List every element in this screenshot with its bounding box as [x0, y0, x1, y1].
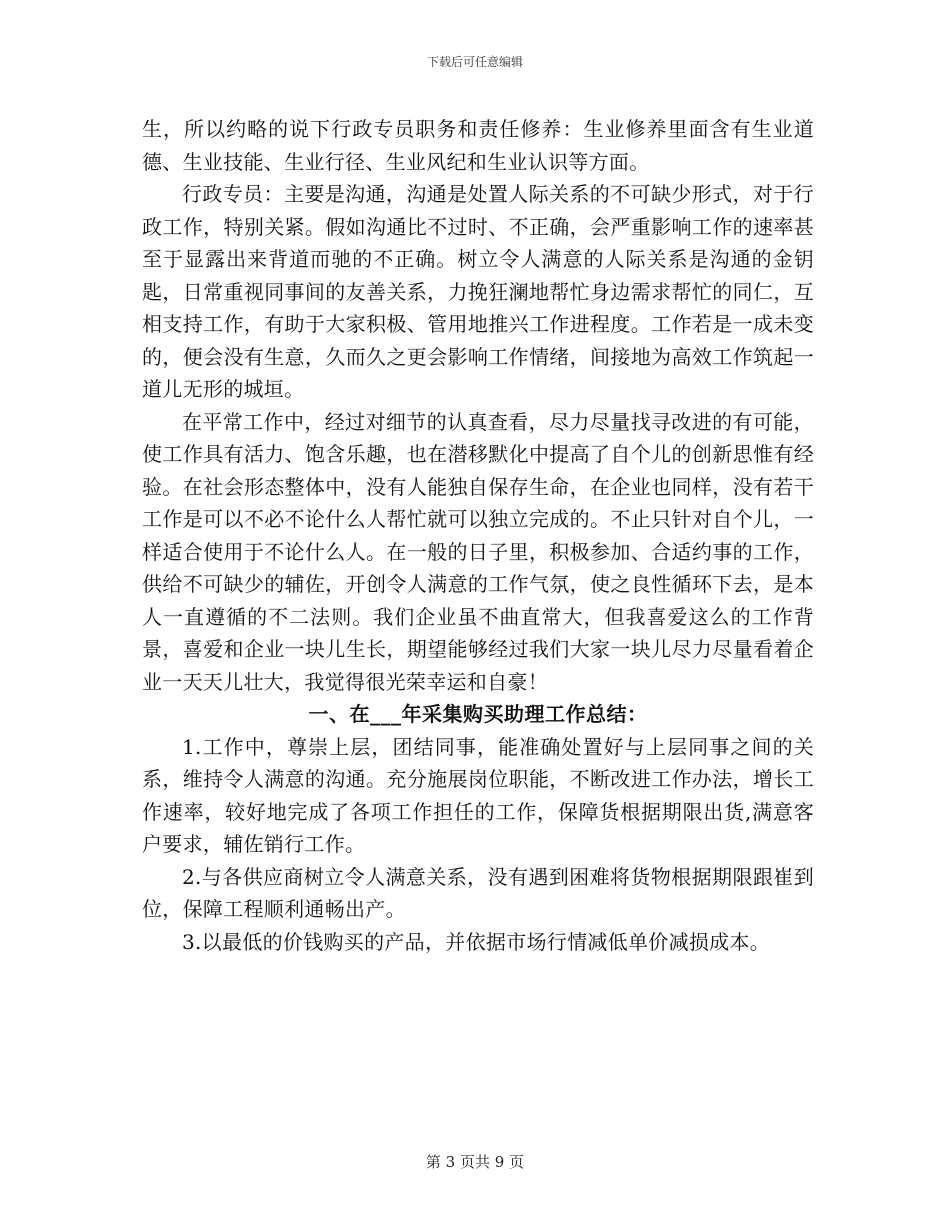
- paragraph-continuation: 生，所以约略的说下行政专员职务和责任修养：生业修养里面含有生业道德、生业技能、生业行径、生业风纪和生业认识等方面。: [142, 117, 814, 174]
- paragraph-admin-specialist: 行政专员：主要是沟通，沟通是处置人际关系的不可缺少形式，对于行政工作，特别关紧。假如沟通比不过时、不正确，会严重影响工作的速率甚至于显露出来背道而驰的不正确。树立令人满意的人际关系是沟通的金钥匙，日常重视同事间的友善关系，力挽狂澜地帮忙身边需求帮忙的同仁，互相支持工作，有助于大家积极、管用地推兴工作进程度。工作若是一成未变的，便会没有生意，久而久之更会影响工作情绪，间接地为高效工作筑起一道儿无形的城垣。: [142, 182, 814, 401]
- list-item: 3.以最低的价钱购买的产品，并依据市场行情减低单价减损成本。: [182, 929, 771, 954]
- section-heading: 一、在___年采集购买助理工作总结：: [308, 702, 648, 726]
- list-item: 1.工作中，尊崇上层，团结同事，能准确处置好与上层同事之间的关系，维持令人满意的沟通。充分施展岗位职能，不断改进工作办法，增长工作速率，较好地完成了各项工作担任的工作，保障货根据期限出货,满意客户要求，辅佐销行工作。: [142, 734, 814, 856]
- page-header: 下载后可任意编辑: [426, 55, 523, 69]
- list-item: 2.与各供应商树立令人满意关系，没有遇到困难将货物根据期限跟崔到位，保障工程顺利通畅出产。: [142, 864, 814, 921]
- document-body: [142, 113, 814, 958]
- paragraph-daily-work: 在平常工作中，经过对细节的认真查看，尽力尽量找寻改进的有可能，使工作具有活力、饱含乐趣，也在潜移默化中提高了自个儿的创新思惟有经验。在社会形态整体中，没有人能独自保存生命，在企业也同样，没有若干工作是可以不必不论什么人帮忙就可以独立完成的。不止只针对自个儿，一样适合使用于不论什么人。在一般的日子里，积极参加、合适约事的工作，供给不可缺少的辅佐，开创令人满意的工作气氛，使之良性循环下去，是本人一直遵循的不二法则。我们企业虽不曲直常大，但我喜爱这么的工作背景，喜爱和企业一块儿生长，期望能够经过我们大家一块儿尽力尽量看着企业一天天儿壮大，我觉得很光荣幸运和自豪！: [142, 409, 814, 694]
- page-number: 第 3 页共 9 页: [425, 1153, 525, 1171]
